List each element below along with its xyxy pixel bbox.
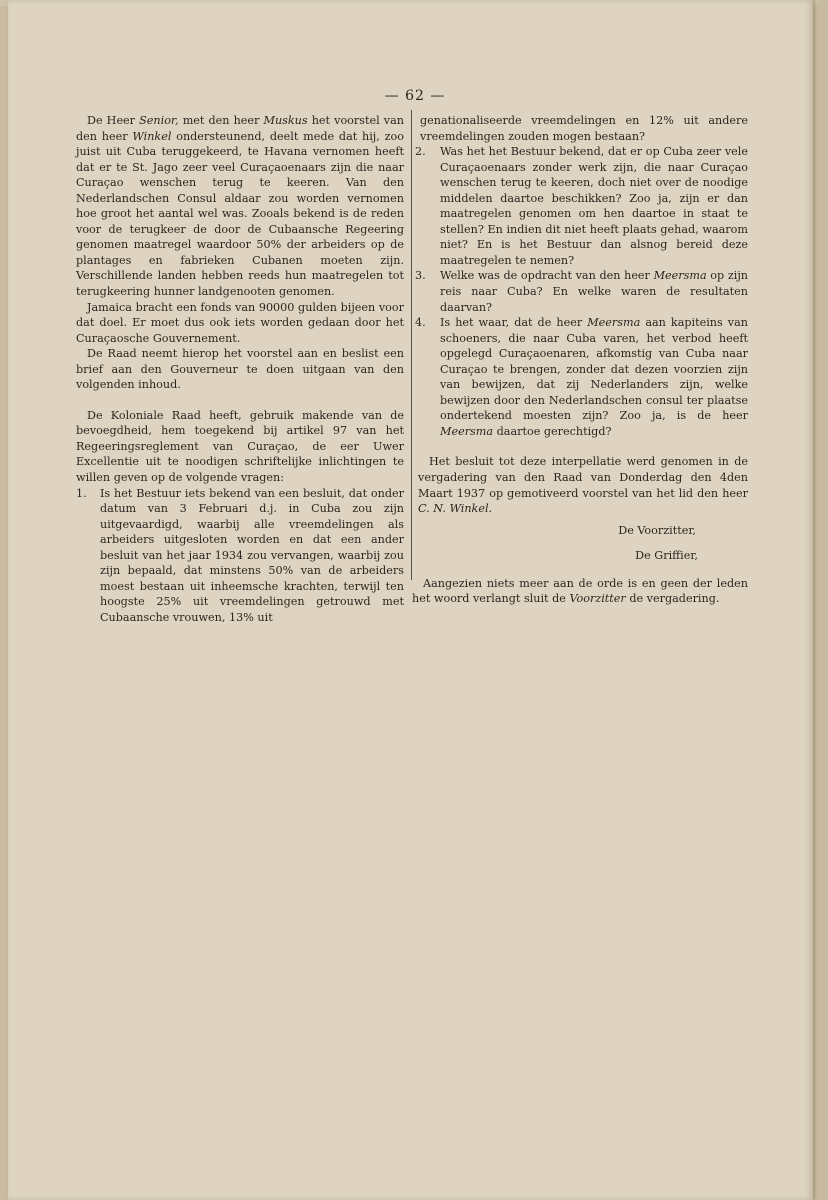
page-number: — 62 — bbox=[384, 88, 446, 104]
paragraph-senior: De Heer Senior, met den heer Muskus het voorstel van den heer Winkel ondersteunend, deelt mede dat hij, zoo juist uit Cuba teruggekeerd, te Havana vernomen heeft dat er te St. Jago zeer veel Curaçaoenaars zijn die naar Curaçao wenschen terug te keeren. Van den Nederlandschen Consul aldaar zou worden vernomen hoe groot het aantal wel was. Zooals bekend is de reden voor de terugkeer de door de Cubaansche Regeering genomen maatregel waardoor 50% der arbeiders op de plantages en fabrieken Cubanen moeten zijn. Verschillende landen hebben reeds hun maatregelen tot terugkeering hunner landgenooten genomen. bbox=[76, 114, 404, 299]
paragraph-besluit: Het besluit tot deze interpellatie werd genomen in de vergadering van den Raad van Donderdag den 4den Maart 1937 op gemotiveerd voorstel van het lid den heer C. N. Winkel. bbox=[418, 455, 748, 516]
question-1 bbox=[76, 486, 404, 626]
question-number: 1. bbox=[76, 486, 87, 500]
question-text: Was het het Bestuur bekend, dat er op Cuba zeer vele Curaçaoenaars zonder werk zijn, die naar Curaçao wenschen terug te keeren, doch niet over de noodige middelen daartoe beschikken? Zoo ja, zijn er dan maatregelen genomen om hen daartoe in staat te stellen? En indien dit niet heeft plaats gehad, waarom niet? En is het Bestuur dan alsnog bereid deze maatregelen te nemen? bbox=[440, 145, 748, 267]
column-divider bbox=[411, 110, 412, 580]
paragraph-koloniale-raad: De Koloniale Raad heeft, gebruik makende van de bevoegdheid, hem toegekend bij artikel 97 van het Regeeringsreglement van Curaçao, de eer Uwer Excellentie uit te noodigen schriftelijke inlichtingen te willen geven op de volgende vragen: bbox=[76, 408, 404, 485]
question-text: Welke was de opdracht van den heer Meersma op zijn reis naar Cuba? En welke waren de resultaten daarvan? bbox=[440, 269, 748, 314]
question-number: 4. bbox=[415, 316, 426, 330]
question-3 bbox=[415, 268, 748, 315]
question-text: Is het waar, dat de heer Meersma aan kapiteins van schoeners, die naar Cuba varen, het verbod heeft opgelegd Curaçaoenaren, afkomstig van Cuba naar Curaçao te brengen, zonder dat dezen voorzien zijn van bewijzen, dat zij Nederlanders zijn, welke bewijzen door den Nederlandschen consul ter plaatse ondertekend moesten zijn? Zoo ja, is de heer Meersma daartoe gerechtigd? bbox=[440, 316, 748, 438]
question-1-continued: genationaliseerde vreemdelingen en 12% uit andere vreemdelingen zouden mogen bestaan? bbox=[420, 114, 748, 143]
question-number: 3. bbox=[415, 269, 426, 283]
right-column bbox=[412, 113, 748, 607]
question-2 bbox=[415, 144, 748, 268]
left-column bbox=[76, 113, 404, 626]
question-4 bbox=[415, 315, 748, 439]
paragraph-raad: De Raad neemt hierop het voorstel aan en beslist een brief aan den Gouverneur te doen uitgaan van den volgenden inhoud. bbox=[76, 347, 404, 392]
question-number: 2. bbox=[415, 145, 426, 159]
paragraph-jamaica: Jamaica bracht een fonds van 90000 gulden bijeen voor dat doel. Er moet dus ook iets worden gedaan door het Curaçaosche Gouvernement. bbox=[76, 300, 404, 345]
paragraph-closing: Aangezien niets meer aan de orde is en geen der leden het woord verlangt sluit de Voorzitter de vergadering. bbox=[412, 576, 748, 606]
question-text: Is het Bestuur iets bekend van een besluit, dat onder datum van 3 Februari d.j. in Cuba zou zijn uitgevaardigd, waarbij alle vreemdelingen als arbeiders uitgesloten worden en dat een ander besluit van het jaar 1934 zou vervangen, waarbij zou zijn bepaald, dat minstens 50% van de arbeiders moest bestaan uit inheemsche krachten, terwijl ten hoogste 25% uit vreemdelingen getrouwd met Cubaansche vrouwen, 13% uit bbox=[100, 486, 404, 624]
signature-griffier: De Griffier, bbox=[635, 549, 698, 563]
signature-voorzitter: De Voorzitter, bbox=[618, 523, 696, 537]
